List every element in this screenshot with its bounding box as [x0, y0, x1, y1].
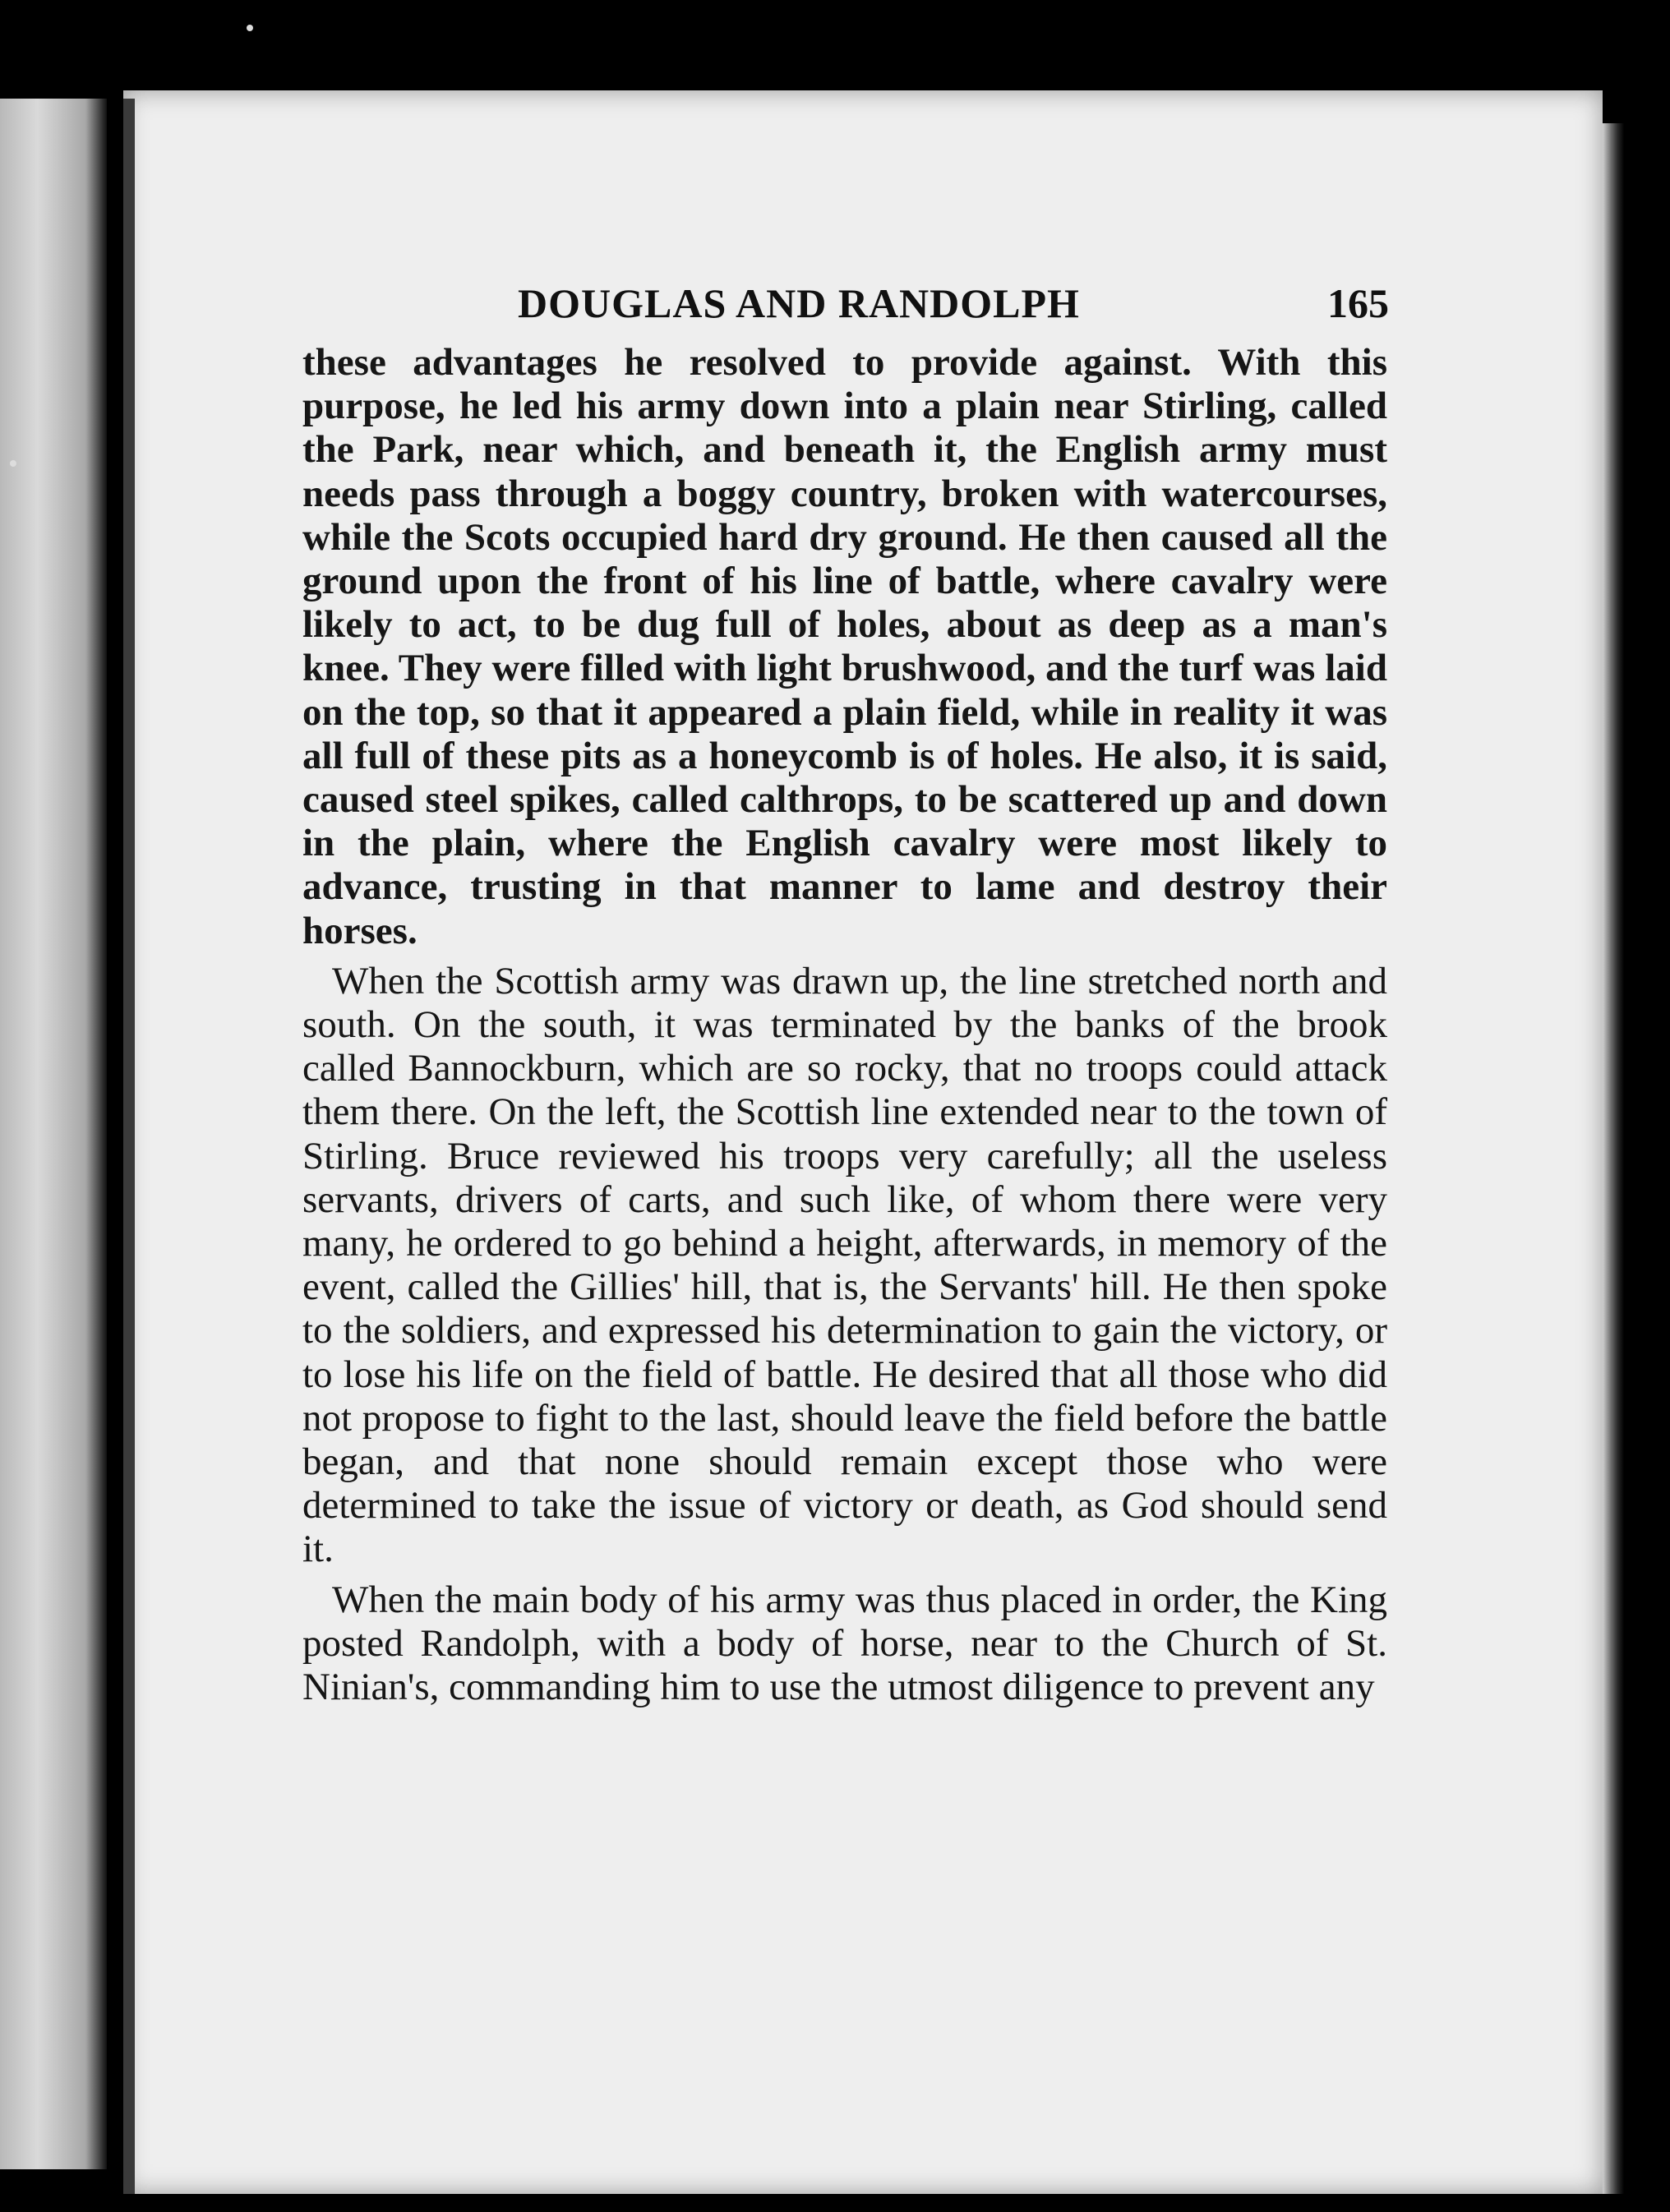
paragraph: these advantages he resolved to provide against. With this purpose, he led his army down into a plain near Stirling, called the Park, near which, and beneath it, the English army must needs pass through a boggy country, broken with watercourses, while the Scots occupied hard dry ground. He then caused all the ground upon the front of his line of battle, where cavalry were likely to act, to be dug full of holes, about as deep as a man's knee. They were filled with light brushwood, and the turf was laid on the top, so that it appeared a plain field, while in reality it was all full of these pits as a honeycomb is of holes. He also, it is said, caused steel spikes, called calthrops, to be scattered up and down in the plain, where the English cavalry were most likely to advance, trusting in that manner to lame and destroy their horses. — [302, 341, 1387, 952]
scan-speck — [10, 460, 16, 467]
running-head: DOUGLAS AND RANDOLPH — [518, 280, 1080, 326]
paragraph: When the Scottish army was drawn up, the line stretched north and south. On the south, it was terminated by the banks of the brook called Bannockburn, which are so rocky, that no troops could attack them there. On the left, the Scottish line extended near to the town of Stirling. Bruce reviewed his troops very carefully; all the useless servants, drivers of carts, and such like, of whom there were very many, he ordered to go behind a height, afterwards, in memory of the event, called the Gillies' hill, that is, the Servants' hill. He then spoke to the soldiers, and expressed his determination to gain the victory, or to lose his life on the field of battle. He desired that all those who did not propose to fight to the last, should leave the field before the battle began, and that none should remain except those who were determined to take the issue of victory or death, as God should send it. — [302, 959, 1387, 1571]
paragraph: When the main body of his army was thus placed in order, the King posted Randolph, with a body of horse, near to the Church of St. Ninian's, commanding him to use the utmost diligence to prevent any — [302, 1578, 1387, 1709]
page-number: 165 — [1327, 280, 1389, 326]
spine-shadow — [123, 99, 135, 2194]
left-page-edge — [0, 99, 107, 2169]
right-page-edge — [1603, 123, 1624, 2194]
body-text — [302, 341, 1387, 1709]
scan-speck — [247, 25, 253, 31]
